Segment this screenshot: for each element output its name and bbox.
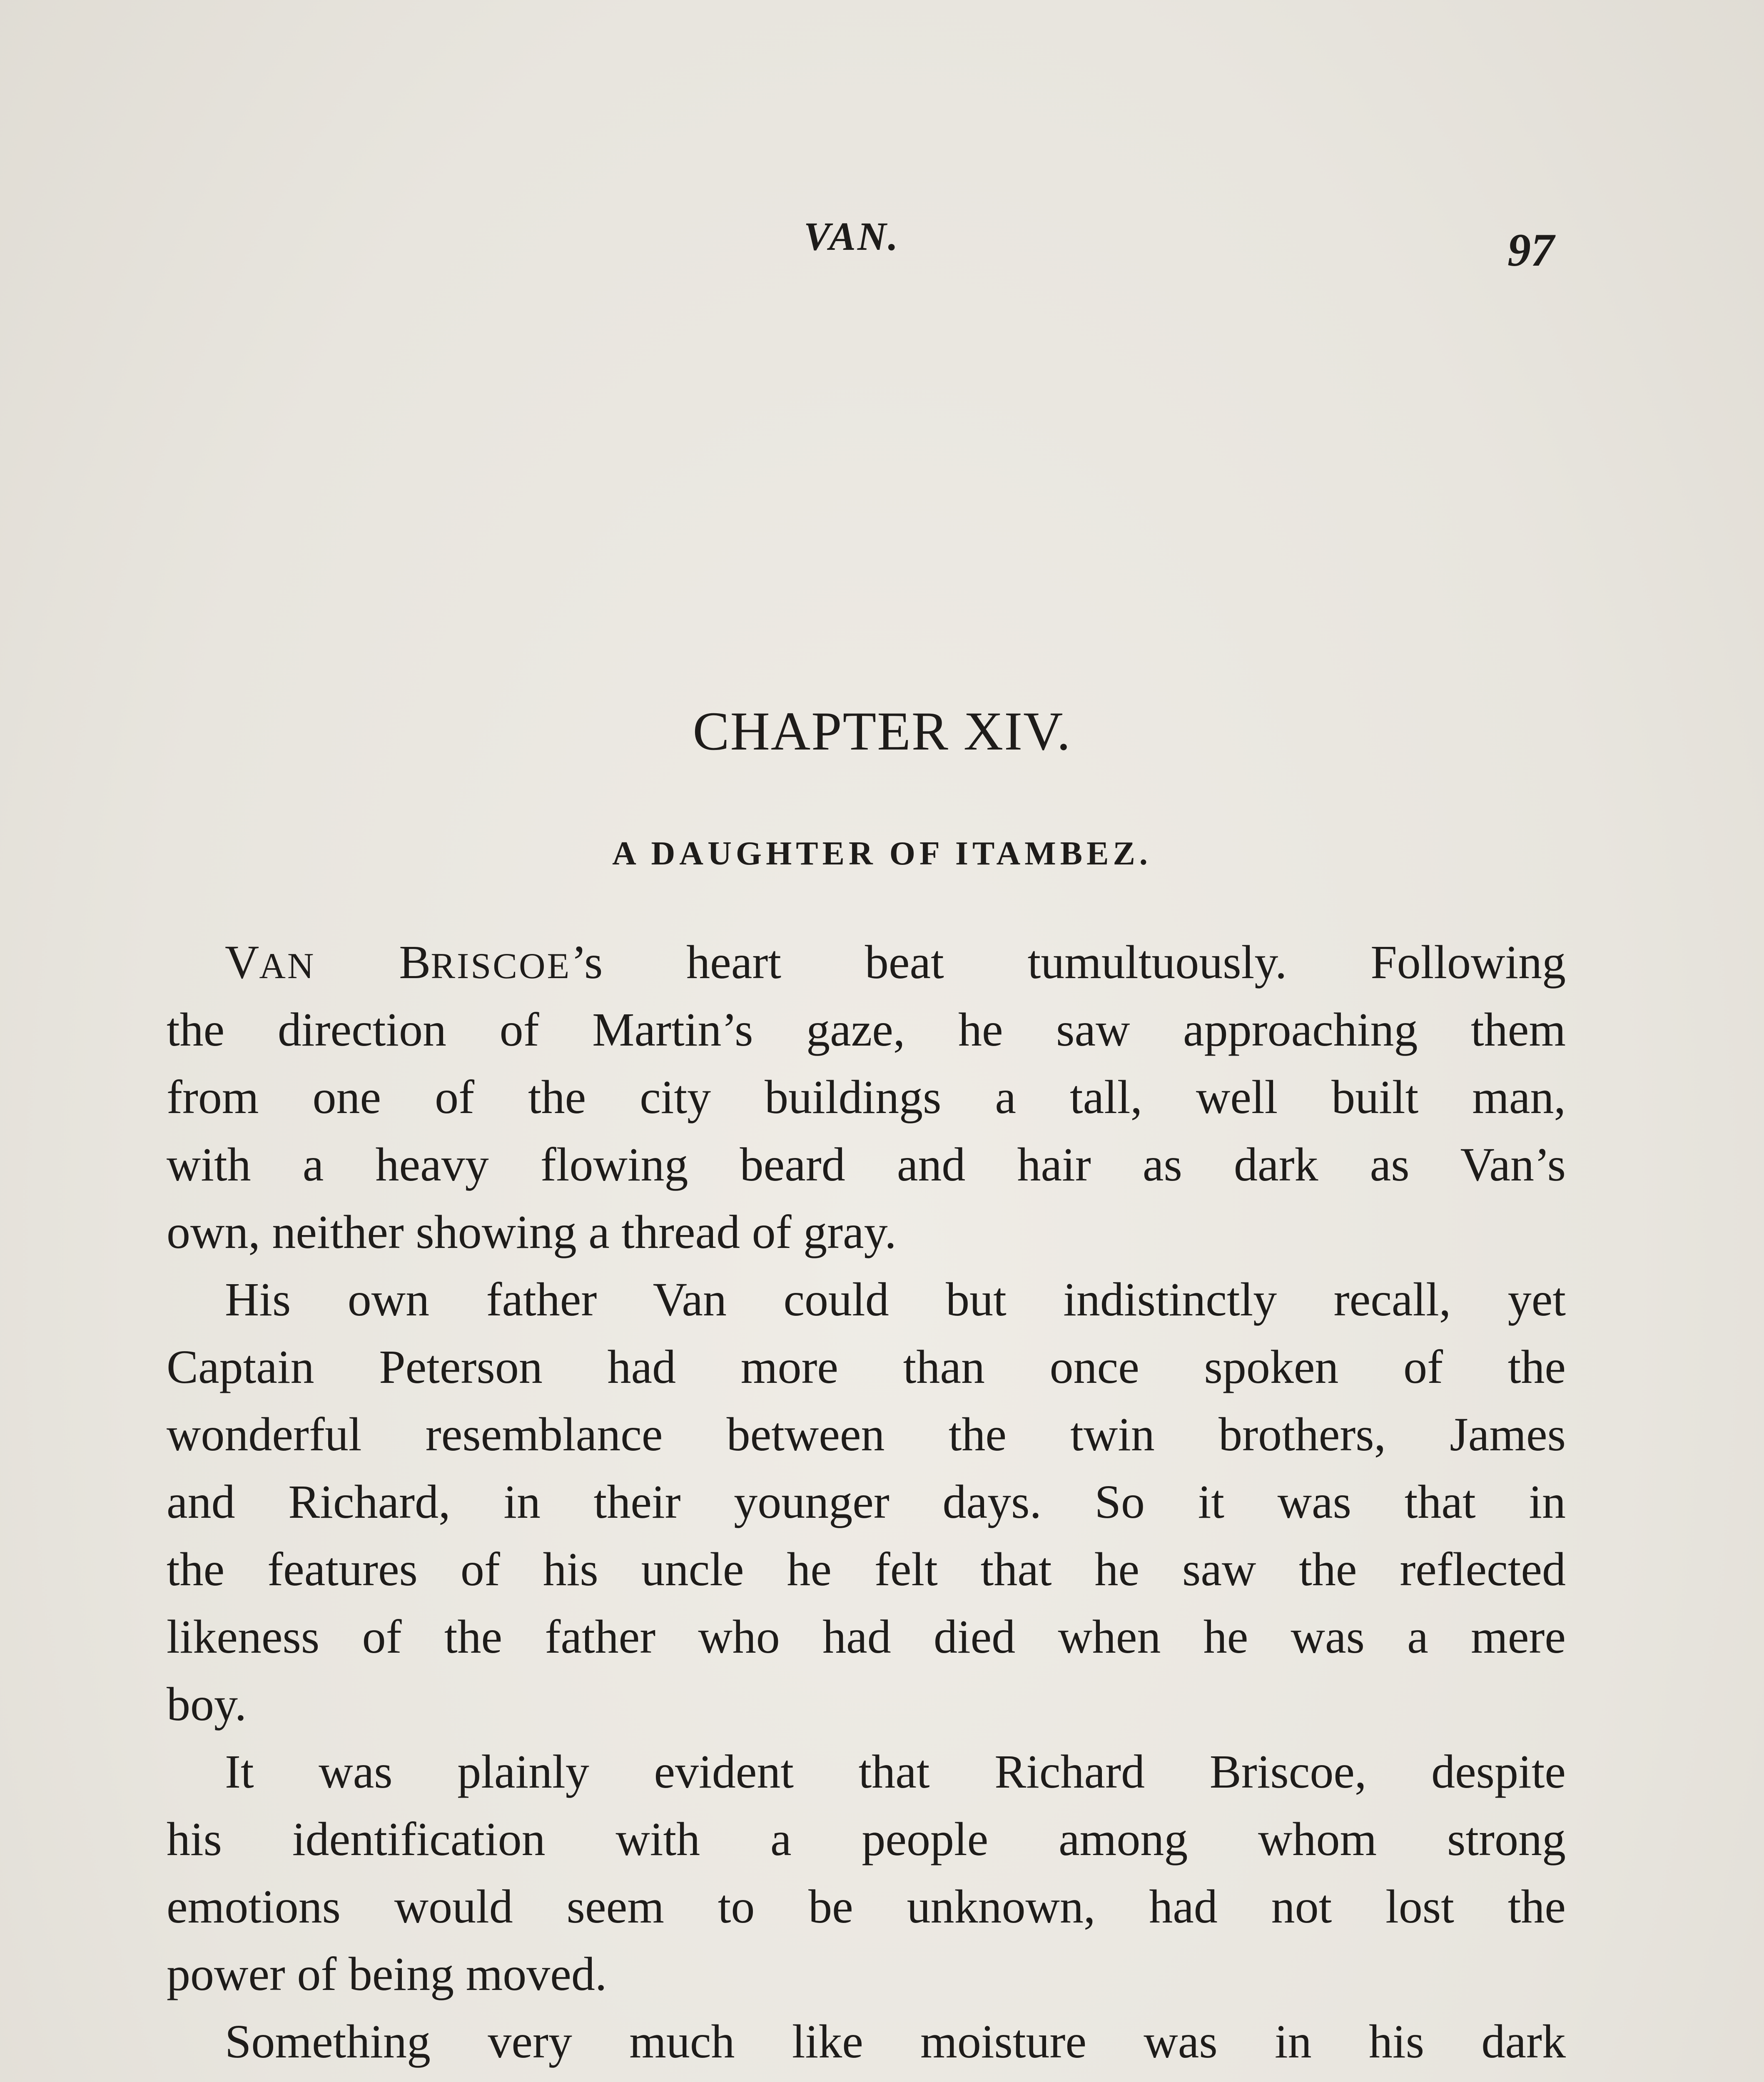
text-line: his identification with a people among whom strong	[167, 1813, 1566, 1865]
text-line: Something very much like moisture was in his dark	[225, 2015, 1566, 2068]
text-line: His own father Van could but indistinctly recall, yet	[225, 1273, 1566, 1326]
text-line: emotions would seem to be unknown, had not lost the	[167, 1880, 1566, 1933]
chapter-subtitle: A DAUGHTER OF ITAMBEZ.	[612, 835, 1152, 872]
text-line: from one of the city buildings a tall, well built man,	[167, 1071, 1566, 1123]
text-line: power of being moved.	[167, 1948, 607, 2000]
body-text	[167, 929, 1566, 2082]
running-title: VAN.	[804, 214, 900, 259]
text-line: boy.	[167, 1678, 247, 1731]
text-line: own, neither showing a thread of gray.	[167, 1205, 897, 1258]
line-text: ’s heart beat tumultuously. Following	[571, 936, 1566, 989]
text-line: It was plainly evident that Richard Briscoe, despite	[225, 1745, 1566, 1798]
text-line	[167, 929, 1566, 996]
text-line: Captain Peterson had more than once spoken of the	[167, 1340, 1566, 1393]
text-line: and Richard, in their younger days. So it was that in	[167, 1475, 1566, 1528]
text-line: the features of his uncle he felt that he saw the reflected	[167, 1543, 1566, 1596]
text-line	[167, 2075, 1566, 2082]
small-caps-word: VAN	[225, 936, 316, 989]
small-caps-word: BRISCOE	[399, 936, 571, 989]
text-line: with a heavy flowing beard and hair as dark as Van’s	[167, 1138, 1566, 1191]
chapter-title: CHAPTER XIV.	[693, 700, 1071, 762]
text-line: the direction of Martin’s gaze, he saw approaching them	[167, 1003, 1566, 1056]
text-line: likeness of the father who had died when he was a mere	[167, 1610, 1566, 1663]
page-number: 97	[1507, 224, 1554, 276]
text-line: wonderful resemblance between the twin brothers, James	[167, 1408, 1566, 1461]
